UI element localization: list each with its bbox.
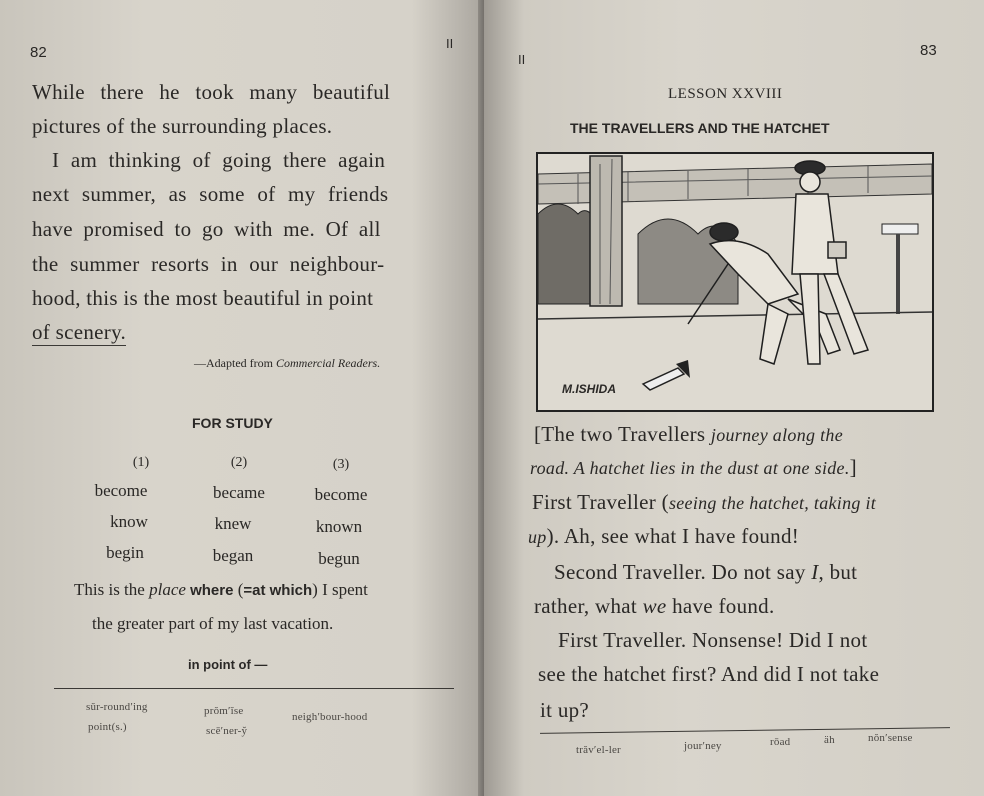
first-line: ). Ah, see what I have found! bbox=[546, 524, 800, 548]
pron-right-2: jour′ney bbox=[684, 740, 722, 752]
pron-left-1: sŭr-round′ing bbox=[86, 701, 148, 713]
stage-italic-2: road. A hatchet lies in the dust at one side. bbox=[530, 458, 850, 478]
sentence-where: where bbox=[185, 582, 234, 599]
paragraph2-line6: of scenery. bbox=[32, 320, 127, 344]
second-line1-it: I bbox=[811, 560, 819, 584]
study-cell-r2c1: know bbox=[110, 512, 148, 531]
paragraph1-line2: pictures of the surrounding places. bbox=[32, 114, 333, 138]
paragraph2-line1: I am thinking of going there again bbox=[52, 148, 386, 172]
study-cell-r1c3: become bbox=[314, 485, 368, 504]
study-cell-r2c3: known bbox=[315, 517, 363, 536]
illustration-signature: M.ISHIDA bbox=[562, 382, 616, 396]
second-line2-it: we bbox=[642, 594, 667, 618]
second-speaker-line2 bbox=[534, 594, 775, 619]
stage-open: [The two Travellers bbox=[534, 422, 711, 446]
page-number-left: 82 bbox=[30, 44, 47, 61]
lesson-number: LESSON XXVIII bbox=[668, 86, 783, 102]
section-mark-right: II bbox=[518, 52, 526, 67]
first-speaker-line2 bbox=[528, 524, 799, 549]
paragraph1-line1: While there he took many beautiful bbox=[32, 80, 391, 104]
attribution-prefix: —Adapted from bbox=[194, 356, 276, 370]
first-aside: seeing the hatchet, taking it bbox=[668, 493, 877, 513]
study-cell-r3c3: begun bbox=[318, 549, 360, 568]
second-line1-b: , but bbox=[818, 560, 858, 584]
stage-close: ] bbox=[849, 455, 857, 479]
second-line2-b: have found. bbox=[666, 594, 775, 618]
study-cell-r1c1: become bbox=[94, 481, 148, 500]
stage-italic-1: journey along the bbox=[710, 425, 843, 445]
study-cell-r2c2: knew bbox=[214, 514, 252, 533]
sentence-part2: ( bbox=[233, 580, 244, 599]
study-sentence-line2: the greater part of my last vacation. bbox=[92, 614, 334, 633]
illustration-travellers bbox=[536, 152, 934, 412]
third-speaker-line2: see the hatchet first? And did I not take bbox=[538, 662, 880, 686]
first-speaker: First Traveller ( bbox=[532, 490, 669, 514]
second-speaker-line1 bbox=[554, 560, 857, 585]
first-aside-2: up bbox=[528, 527, 547, 547]
illustration-drawing bbox=[538, 154, 932, 410]
stage-direction-line1 bbox=[534, 422, 843, 447]
sentence-part3: ) I spent bbox=[312, 580, 368, 599]
study-cell-r3c2: began bbox=[212, 546, 254, 565]
study-col-header-1: (1) bbox=[132, 455, 150, 470]
sentence-part1: This is the bbox=[74, 580, 150, 599]
third-speaker-line1: First Traveller. Nonsense! Did I not bbox=[558, 628, 868, 652]
second-line1-a: Second Traveller. Do not say bbox=[554, 560, 812, 584]
paragraph2-line2: next summer, as some of my friends bbox=[32, 182, 389, 206]
left-page bbox=[0, 0, 484, 796]
paragraph2-line4: the summer resorts in our neighbour- bbox=[32, 252, 385, 276]
pron-left-5: scē′ner-y̆ bbox=[206, 725, 248, 737]
for-study-heading: FOR STUDY bbox=[192, 415, 273, 431]
sentence-eq: =at which bbox=[243, 582, 313, 599]
pron-right-1: trăv′el-ler bbox=[576, 744, 621, 756]
paragraph2-line3: have promised to go with me. Of all bbox=[32, 217, 381, 241]
attribution bbox=[194, 356, 380, 371]
pron-right-3: rōad bbox=[770, 736, 791, 748]
study-cell-r1c2: became bbox=[213, 483, 265, 502]
study-col-header-2: (2) bbox=[230, 455, 248, 470]
stage-direction-line2 bbox=[530, 455, 857, 480]
paragraph2-line5: hood, this is the most beautiful in point bbox=[32, 286, 374, 310]
pron-left-3: neigh′bour-hood bbox=[292, 711, 368, 723]
third-speaker-line3: it up? bbox=[540, 698, 590, 722]
pron-left-4: point(s.) bbox=[88, 721, 127, 733]
attribution-source: Commercial Readers. bbox=[275, 356, 381, 370]
pron-left-2: prŏm′ĭse bbox=[204, 705, 244, 717]
study-col-header-3: (3) bbox=[332, 457, 350, 472]
footnote-rule-left bbox=[54, 688, 454, 689]
section-mark-left: II bbox=[446, 36, 454, 51]
study-cell-r3c1: begin bbox=[106, 543, 144, 562]
sentence-place: place bbox=[149, 580, 186, 599]
study-phrase: in point of — bbox=[188, 657, 268, 672]
page-number-right: 83 bbox=[920, 42, 937, 59]
pron-right-4: äh bbox=[824, 734, 835, 746]
second-line2-a: rather, what bbox=[534, 594, 643, 618]
lesson-title: THE TRAVELLERS AND THE HATCHET bbox=[570, 120, 830, 136]
first-speaker-line1 bbox=[532, 490, 876, 515]
pron-right-5: nŏn′sense bbox=[868, 732, 913, 744]
study-sentence-line1 bbox=[74, 580, 368, 600]
